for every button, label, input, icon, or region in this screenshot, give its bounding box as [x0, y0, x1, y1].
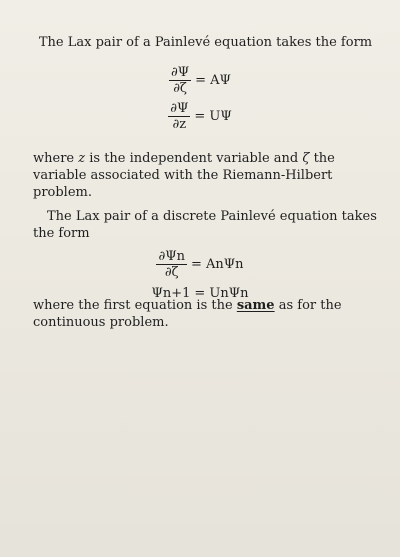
conclusion-paragraph	[33, 297, 378, 331]
fraction-dpsin-dzeta	[156, 249, 187, 280]
denominator: ∂ζ	[164, 264, 179, 280]
text: as for the continuous problem.	[33, 298, 342, 330]
numerator: ∂Ψ	[170, 100, 189, 116]
equation-rhs: = UΨ	[194, 108, 232, 124]
equation-rhs: = UnΨn	[194, 285, 249, 301]
fraction-dpsi-dzeta	[169, 65, 191, 96]
denominator: ∂z	[172, 116, 187, 132]
equation-rhs: = AΨ	[195, 72, 231, 88]
fraction-dpsi-dz	[168, 101, 190, 132]
numerator: ∂Ψn	[158, 248, 185, 264]
numerator: ∂Ψ	[171, 64, 190, 80]
equation-discrete-zeta	[0, 246, 400, 282]
denominator: ∂ζ	[173, 80, 187, 96]
equation-rhs: = AnΨn	[190, 256, 244, 272]
text: where	[33, 151, 79, 166]
variable-zeta: ζ	[302, 151, 310, 166]
text: where the first equation is the	[33, 298, 237, 313]
text: is the independent variable and	[85, 151, 303, 166]
text: the variable associated with the Riemann-Hilbert problem.	[33, 151, 335, 200]
equation-zeta	[0, 62, 400, 98]
intro-paragraph: The Lax pair of a Painlevé equation takes the form	[38, 35, 373, 50]
variable-z: z	[78, 151, 86, 166]
emphasis-same: same	[236, 298, 275, 313]
continuous-lax-pair	[0, 62, 400, 134]
variables-paragraph	[33, 150, 378, 201]
equation-z	[0, 98, 400, 134]
equation-lhs: Ψn+1	[151, 285, 191, 301]
discrete-lax-pair	[0, 246, 400, 304]
discrete-intro-paragraph: The Lax pair of a discrete Painlevé equation takes the form	[33, 209, 377, 241]
